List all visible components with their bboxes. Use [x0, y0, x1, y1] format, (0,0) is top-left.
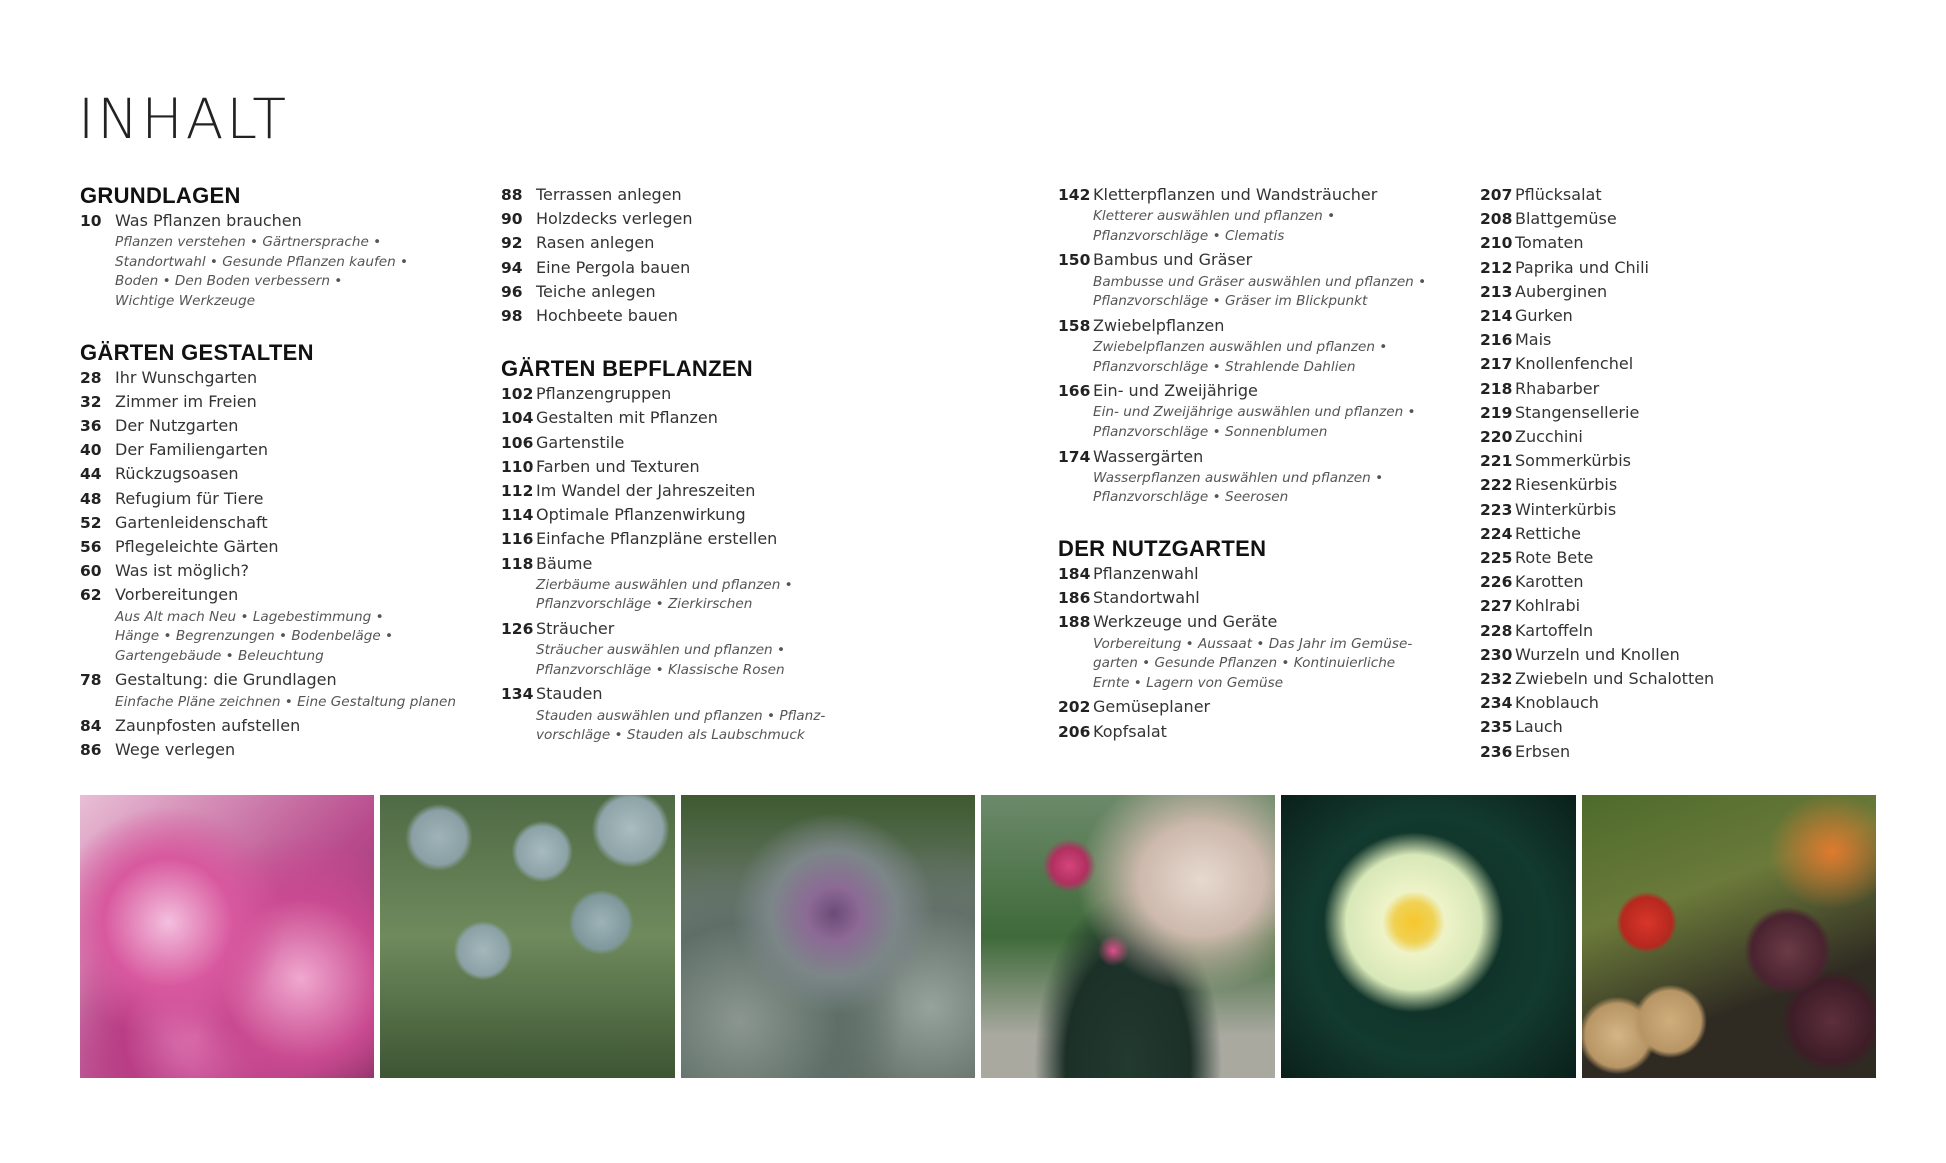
subtopic-line: Kletterer auswählen und pflanzen • — [1093, 208, 1336, 225]
page-number: 36 — [80, 416, 102, 435]
toc-column-3 — [1058, 183, 1458, 744]
toc-entry[interactable] — [80, 414, 480, 438]
subtopic-line: Ernte • Lagern von Gemüse — [1093, 674, 1284, 691]
toc-entry[interactable] — [80, 438, 480, 462]
toc-entry[interactable] — [1480, 740, 1780, 764]
toc-entry[interactable] — [501, 231, 951, 255]
water-lily-photo — [1281, 795, 1575, 1078]
entry-subtopics — [115, 233, 480, 311]
toc-entry[interactable] — [501, 503, 951, 527]
page-number: 228 — [1480, 621, 1513, 640]
entry-subtopics — [1093, 207, 1458, 246]
toc-entry[interactable] — [501, 552, 951, 576]
page-number: 92 — [501, 234, 523, 253]
toc-entry[interactable] — [1480, 425, 1780, 449]
entry-subtopics — [115, 608, 480, 667]
toc-entry[interactable] — [1480, 352, 1780, 376]
page-number: 224 — [1480, 524, 1513, 543]
page-number: 40 — [80, 441, 102, 460]
page-number: 202 — [1058, 698, 1091, 717]
page-number: 102 — [501, 385, 534, 404]
entry-title: Kopfsalat — [1093, 721, 1167, 741]
page-number: 110 — [501, 457, 534, 476]
entry-subtopics — [536, 641, 951, 680]
entry-title: Wege verlegen — [115, 740, 236, 760]
subtopic-line: Hänge • Begrenzungen • Bodenbeläge • — [115, 628, 394, 645]
page-number: 142 — [1058, 186, 1091, 204]
entry-title: Lauch — [1515, 717, 1563, 737]
toc-column-4 — [1480, 183, 1780, 764]
subtopic-line: Zierbäume auswählen und pflanzen • — [536, 576, 793, 593]
entry-title: Vorbereitungen — [115, 585, 239, 605]
toc-entry[interactable] — [1480, 280, 1780, 304]
entry-title: Werkzeuge und Geräte — [1093, 612, 1278, 632]
entry-title: Tomaten — [1515, 233, 1584, 253]
entry-title: Knollenfenchel — [1515, 354, 1634, 374]
entry-subtopics — [536, 707, 951, 746]
toc-entry[interactable] — [1480, 207, 1780, 231]
entry-title: Wurzeln und Knollen — [1515, 644, 1680, 664]
entry-title: Standortwahl — [1093, 588, 1200, 608]
container-planting-photo — [981, 795, 1275, 1078]
entry-title: Rhabarber — [1515, 378, 1600, 398]
toc-entry[interactable] — [501, 406, 951, 430]
page-number: 78 — [80, 671, 102, 690]
subtopic-line: Pflanzvorschläge • Klassische Rosen — [536, 661, 785, 678]
page-number: 96 — [501, 282, 523, 301]
page-number: 104 — [501, 409, 534, 428]
page-number: 48 — [80, 489, 102, 508]
toc-entry[interactable] — [1480, 498, 1780, 522]
entry-subtopics — [1093, 403, 1458, 442]
page-number: 223 — [1480, 500, 1513, 519]
entry-title: Kohlrabi — [1515, 596, 1581, 616]
page-number: 186 — [1058, 589, 1091, 608]
toc-entry[interactable] — [501, 304, 951, 328]
entry-title: Gartenstile — [536, 432, 625, 452]
toc-entry[interactable] — [1480, 715, 1780, 739]
entry-title: Der Familiengarten — [115, 440, 269, 460]
page-number: 106 — [501, 433, 534, 452]
entry-title: Was ist möglich? — [115, 561, 250, 581]
page-number: 56 — [80, 538, 102, 556]
subtopic-line: Gartengebäude • Beleuchtung — [115, 647, 324, 664]
subtopic-line: Wasserpflanzen auswählen und pflanzen • — [1093, 469, 1384, 486]
page-number: 212 — [1480, 258, 1513, 277]
entry-title: Sträucher — [536, 619, 615, 639]
page-number: 84 — [80, 717, 102, 736]
toc-entry[interactable] — [1480, 377, 1780, 401]
entry-title: Farben und Texturen — [536, 456, 700, 476]
toc-entry[interactable] — [501, 382, 951, 406]
page-number: 116 — [501, 530, 534, 549]
page-number: 208 — [1480, 210, 1513, 229]
toc-entry[interactable] — [501, 207, 951, 231]
toc-entry[interactable] — [80, 535, 480, 559]
entry-title: Winterkürbis — [1515, 499, 1617, 519]
page-number: 230 — [1480, 645, 1513, 664]
entry-title: Zwiebelpflanzen — [1093, 315, 1225, 335]
page-number: 222 — [1480, 476, 1513, 495]
entry-title: Was Pflanzen brauchen — [115, 211, 302, 230]
page-number: 174 — [1058, 447, 1091, 466]
entry-title: Zimmer im Freien — [115, 391, 257, 411]
entry-title: Gestaltung: die Grundlagen — [115, 670, 337, 690]
page-number: 206 — [1058, 722, 1091, 741]
page-number: 232 — [1480, 670, 1513, 689]
entry-title: Terrassen anlegen — [536, 185, 682, 204]
page-number: 166 — [1058, 382, 1091, 401]
subtopic-line: vorschläge • Stauden als Laubschmuck — [536, 727, 805, 744]
entry-title: Rote Bete — [1515, 548, 1594, 568]
toc-entry[interactable] — [1480, 401, 1780, 425]
page-number: 236 — [1480, 742, 1513, 761]
toc-entry[interactable] — [80, 738, 480, 762]
toc-column-1 — [80, 183, 480, 763]
page-number: 60 — [80, 562, 102, 581]
toc-entry[interactable] — [501, 280, 951, 304]
entry-title: Blattgemüse — [1515, 209, 1617, 229]
entry-title: Zwiebeln und Schalotten — [1515, 669, 1715, 689]
toc-entry[interactable] — [501, 682, 951, 706]
entry-subtopics — [1093, 469, 1458, 508]
entry-title: Gartenleidenschaft — [115, 512, 268, 532]
page-number: 86 — [80, 741, 102, 760]
entry-title: Karotten — [1515, 572, 1584, 592]
toc-entry[interactable] — [1058, 248, 1458, 272]
toc-entry[interactable] — [501, 431, 951, 455]
entry-subtopics — [1093, 635, 1458, 694]
toc-entry[interactable] — [1480, 667, 1780, 691]
toc-entry[interactable] — [501, 617, 951, 641]
page-number: 52 — [80, 513, 102, 532]
entry-subtopics — [536, 576, 951, 615]
entry-title: Riesenkürbis — [1515, 475, 1618, 495]
subtopic-line: Pflanzvorschläge • Clematis — [1093, 227, 1285, 244]
entry-title: Einfache Pflanzpläne erstellen — [536, 529, 778, 549]
subtopic-line: Wichtige Werkzeuge — [115, 292, 256, 309]
page-number: 98 — [501, 307, 523, 326]
toc-entry[interactable] — [1058, 586, 1458, 610]
subtopic-line: Bambusse und Gräser auswählen und pflanzen • — [1093, 273, 1427, 290]
page-number: 214 — [1480, 307, 1513, 326]
page-number: 213 — [1480, 282, 1513, 301]
page-number: 210 — [1480, 234, 1513, 253]
poppy-seedheads-photo — [380, 795, 674, 1078]
toc-entry[interactable] — [1480, 183, 1780, 207]
entry-title: Eine Pergola bauen — [536, 257, 691, 277]
entry-title: Kletterpflanzen und Wandsträucher — [1093, 185, 1378, 204]
toc-entry[interactable] — [1058, 445, 1458, 469]
page-number: 94 — [501, 258, 523, 277]
entry-title: Mais — [1515, 330, 1552, 350]
entry-title: Ein- und Zweijährige — [1093, 381, 1258, 401]
entry-title: Optimale Pflanzenwirkung — [536, 505, 746, 525]
entry-subtopics — [1093, 273, 1458, 312]
photo-strip — [80, 795, 1876, 1078]
toc-entry[interactable] — [80, 390, 480, 414]
toc-entry[interactable] — [1058, 314, 1458, 338]
page-number: 188 — [1058, 613, 1091, 632]
page-number: 118 — [501, 554, 534, 573]
toc-entry[interactable] — [1058, 695, 1458, 719]
subtopic-line: Stauden auswählen und pflanzen • Pflanz- — [536, 707, 826, 724]
toc-entry[interactable] — [1480, 256, 1780, 280]
toc-entry[interactable] — [1058, 183, 1458, 207]
page-number: 184 — [1058, 564, 1091, 583]
entry-title: Zucchini — [1515, 427, 1583, 447]
entry-title: Gemüseplaner — [1093, 697, 1211, 717]
toc-entry[interactable] — [80, 462, 480, 486]
entry-title: Stauden — [536, 684, 603, 704]
entry-title: Rasen anlegen — [536, 233, 655, 253]
toc-entry[interactable] — [1480, 522, 1780, 546]
toc-entry[interactable] — [1058, 562, 1458, 586]
subtopic-line: Einfache Pläne zeichnen • Eine Gestaltung planen — [115, 693, 457, 710]
entry-title: Knoblauch — [1515, 693, 1599, 713]
subtopic-line: Pflanzvorschläge • Seerosen — [1093, 489, 1289, 506]
page-number: 44 — [80, 465, 102, 484]
subtopic-line: Ein- und Zweijährige auswählen und pflanzen • — [1093, 404, 1416, 421]
page-number: 235 — [1480, 718, 1513, 737]
subtopic-line: Sträucher auswählen und pflanzen • — [536, 642, 786, 659]
page-number: 10 — [80, 212, 102, 230]
page-number: 28 — [80, 368, 102, 387]
page-number: 226 — [1480, 573, 1513, 592]
page-number: 112 — [501, 482, 534, 501]
toc-entry[interactable] — [80, 209, 480, 233]
toc-entry[interactable] — [1480, 619, 1780, 643]
page-number: 126 — [501, 620, 534, 639]
entry-title: Gestalten mit Pflanzen — [536, 408, 718, 428]
toc-entry[interactable] — [80, 511, 480, 535]
page-number: 218 — [1480, 379, 1513, 398]
entry-title: Erbsen — [1515, 741, 1571, 761]
entry-title: Bambus und Gräser — [1093, 250, 1253, 270]
entry-title: Pflegeleichte Gärten — [115, 537, 279, 556]
subtopic-line: Pflanzvorschläge • Sonnenblumen — [1093, 423, 1328, 440]
page-number: 225 — [1480, 549, 1513, 568]
subtopic-line: Zwiebelpflanzen auswählen und pflanzen • — [1093, 338, 1388, 355]
toc-entry[interactable] — [1480, 231, 1780, 255]
page-number: 150 — [1058, 251, 1091, 270]
toc-entry[interactable] — [1480, 570, 1780, 594]
entry-title: Stangensellerie — [1515, 402, 1640, 422]
toc-entry[interactable] — [80, 487, 480, 511]
subtopic-line: garten • Gesunde Pflanzen • Kontinuierliche — [1093, 655, 1396, 672]
subtopic-line: Pflanzvorschläge • Strahlende Dahlien — [1093, 358, 1356, 375]
page-number: 32 — [80, 392, 102, 411]
toc-entry[interactable] — [1058, 720, 1458, 744]
entry-title: Rettiche — [1515, 523, 1582, 543]
toc-entry[interactable] — [80, 366, 480, 390]
ornamental-cabbage-photo — [681, 795, 975, 1078]
toc-column-2 — [501, 183, 951, 748]
toc-entry[interactable] — [80, 583, 480, 607]
toc-entry[interactable] — [501, 479, 951, 503]
subtopic-line: Standortwahl • Gesunde Pflanzen kaufen • — [115, 253, 409, 270]
vegetables-photo — [1582, 795, 1876, 1078]
toc-entry[interactable] — [501, 527, 951, 551]
toc-entry[interactable] — [80, 559, 480, 583]
toc-entry[interactable] — [1480, 328, 1780, 352]
foxglove-photo — [80, 795, 374, 1078]
entry-title: Zaunpfosten aufstellen — [115, 716, 301, 736]
entry-title: Ihr Wunschgarten — [115, 367, 258, 387]
page-number: 216 — [1480, 331, 1513, 350]
toc-entry[interactable] — [80, 668, 480, 692]
section-heading: GÄRTEN GESTALTEN — [80, 339, 314, 365]
page-number: 207 — [1480, 186, 1513, 204]
page-number: 114 — [501, 506, 534, 525]
entry-title: Wassergärten — [1093, 446, 1204, 466]
entry-title: Im Wandel der Jahreszeiten — [536, 481, 756, 501]
page-number: 219 — [1480, 403, 1513, 422]
page-number: 227 — [1480, 597, 1513, 616]
page-number: 158 — [1058, 316, 1091, 335]
page-title: INHALT — [78, 87, 290, 151]
subtopic-line: Boden • Den Boden verbessern • — [115, 273, 343, 290]
entry-title: Auberginen — [1515, 281, 1608, 301]
toc-entry[interactable] — [1480, 594, 1780, 618]
entry-title: Pflanzenwahl — [1093, 563, 1199, 583]
subtopic-line: Pflanzen verstehen • Gärtnersprache • — [115, 234, 382, 251]
page-number: 221 — [1480, 452, 1513, 471]
entry-title: Kartoffeln — [1515, 620, 1594, 640]
entry-title: Pflanzengruppen — [536, 384, 672, 404]
toc-entry[interactable] — [501, 256, 951, 280]
subtopic-line: Aus Alt mach Neu • Lagebestimmung • — [115, 608, 384, 625]
page-number: 134 — [501, 685, 534, 704]
toc-entry[interactable] — [1058, 379, 1458, 403]
entry-title: Der Nutzgarten — [115, 415, 239, 435]
entry-subtopics — [115, 693, 480, 713]
section-heading: GÄRTEN BEPFLANZEN — [501, 356, 753, 382]
page-number: 62 — [80, 586, 102, 605]
section-heading: GRUNDLAGEN — [80, 183, 241, 208]
toc-entry[interactable] — [1058, 610, 1458, 634]
subtopic-line: Pflanzvorschläge • Gräser im Blickpunkt — [1093, 293, 1368, 310]
entry-title: Pflücksalat — [1515, 185, 1602, 204]
entry-title: Hochbeete bauen — [536, 306, 678, 326]
toc-entry[interactable] — [501, 455, 951, 479]
entry-title: Refugium für Tiere — [115, 488, 264, 508]
toc-entry[interactable] — [501, 183, 951, 207]
page-number: 220 — [1480, 428, 1513, 447]
entry-title: Holzdecks verlegen — [536, 209, 693, 229]
page-number: 90 — [501, 210, 523, 229]
toc-entry[interactable] — [1480, 546, 1780, 570]
entry-title: Bäume — [536, 553, 593, 573]
entry-title: Gurken — [1515, 306, 1573, 326]
entry-title: Teiche anlegen — [536, 281, 656, 301]
toc-entry[interactable] — [1480, 449, 1780, 473]
toc-entry[interactable] — [80, 714, 480, 738]
entry-subtopics — [1093, 338, 1458, 377]
toc-entry[interactable] — [1480, 691, 1780, 715]
toc-entry[interactable] — [1480, 304, 1780, 328]
entry-title: Sommerkürbis — [1515, 451, 1631, 471]
subtopic-line: Vorbereitung • Aussaat • Das Jahr im Gemüse- — [1093, 635, 1413, 652]
page-number: 234 — [1480, 694, 1513, 713]
page-number: 217 — [1480, 355, 1513, 374]
toc-entry[interactable] — [1480, 473, 1780, 497]
page-number: 88 — [501, 186, 523, 204]
section-heading: DER NUTZGARTEN — [1058, 535, 1267, 561]
entry-title: Paprika und Chili — [1515, 257, 1649, 277]
subtopic-line: Pflanzvorschläge • Zierkirschen — [536, 596, 753, 613]
entry-title: Rückzugsoasen — [115, 464, 239, 484]
toc-entry[interactable] — [1480, 643, 1780, 667]
